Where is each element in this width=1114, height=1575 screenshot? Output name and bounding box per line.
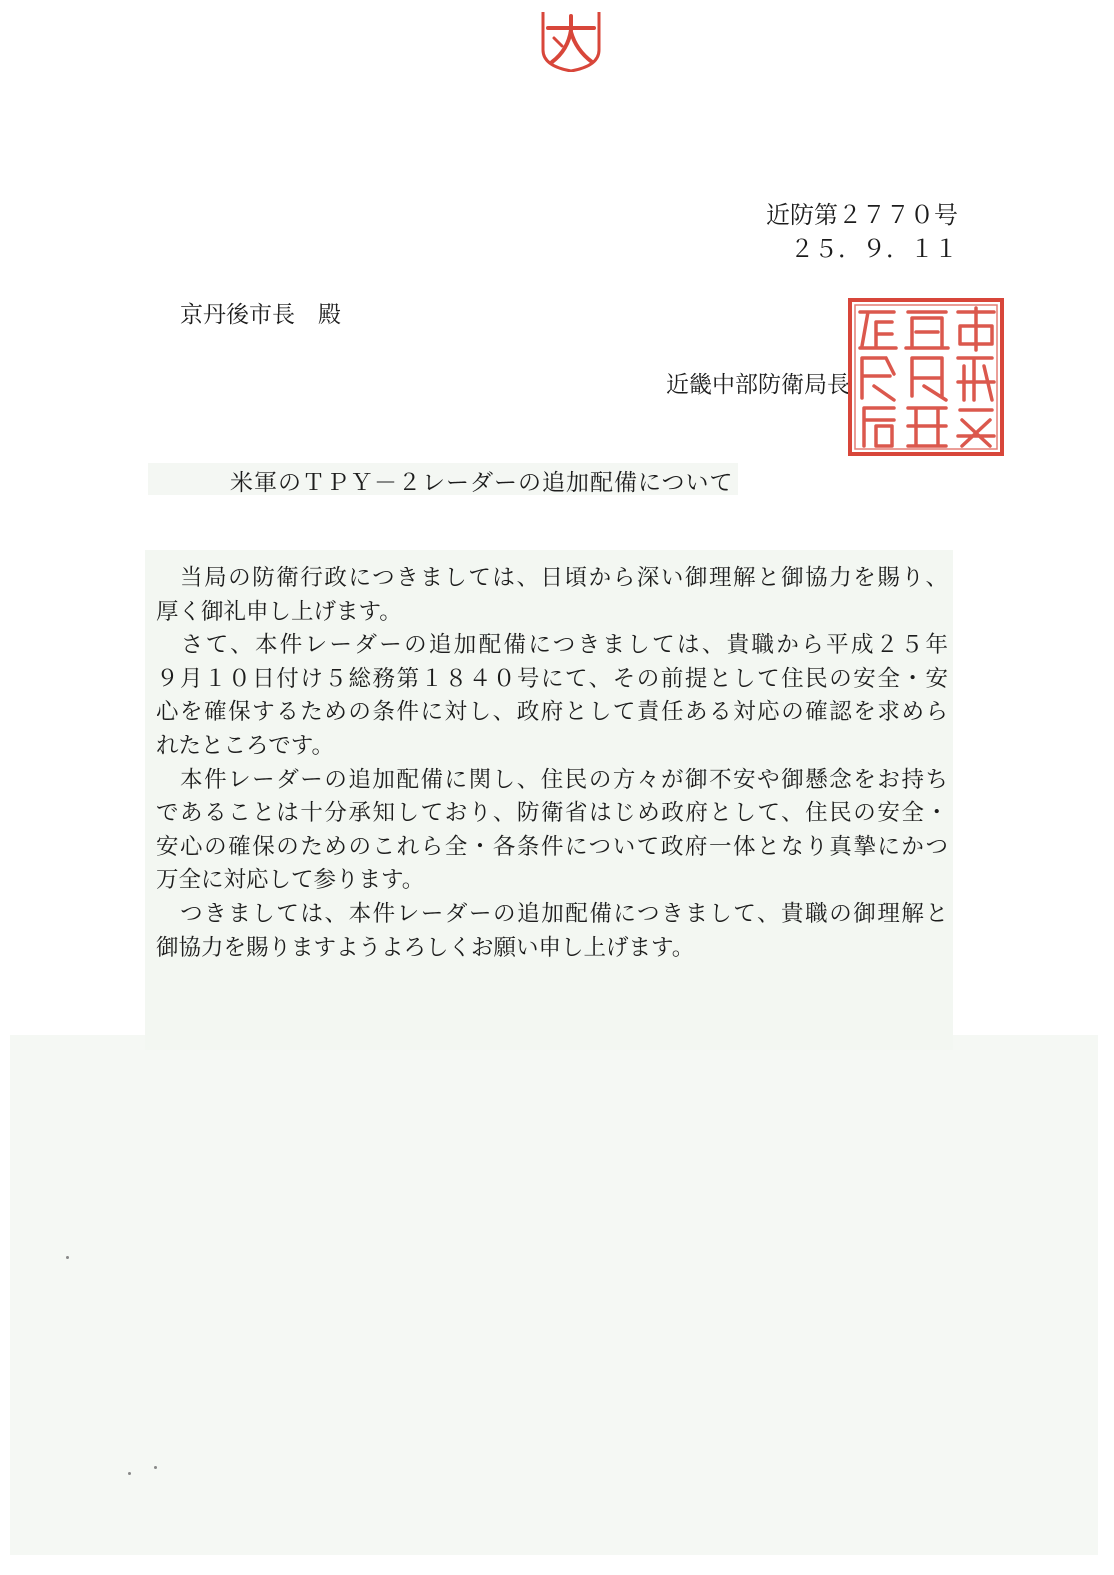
body-line: つきましては、本件レーダーの追加配備につきまして、貴職の御理解と: [156, 900, 948, 927]
scan-tint-lower: [10, 1035, 1098, 1555]
body-line: 御協力を賜りますようよろしくお願い申し上げます。: [156, 934, 695, 961]
addressee: 京丹後市長 殿: [180, 302, 341, 328]
body-line: 当局の防衛行政につきましては、日頃から深い御理解と御協力を賜り、: [156, 565, 948, 591]
receipt-stamp-icon: [540, 10, 602, 72]
sender: 近畿中部防衛局長: [666, 372, 850, 398]
letter-body: [156, 562, 948, 965]
scan-speck: [66, 1256, 69, 1259]
body-line: 本件レーダーの追加配備に関し、住民の方々が御不安や御懸念をお持ち: [156, 766, 948, 793]
body-line: 心を確保するための条件に対し、政府として責任ある対応の確認を求めら: [156, 699, 948, 726]
body-line: さて、本件レーダーの追加配備につきましては、貴職から平成２５年: [156, 632, 948, 659]
body-line: れたところです。: [156, 732, 334, 759]
reference-date: ２５．９．１１: [790, 235, 958, 263]
body-line: 万全に対応して参ります。: [156, 867, 425, 894]
body-line: ９月１０日付け５総務第１８４０号にて、その前提として住民の安全・安: [156, 665, 948, 692]
scan-speck: [154, 1466, 157, 1469]
body-line: 厚く御礼申し上げます。: [156, 598, 402, 625]
reference-block: [748, 198, 958, 266]
reference-number: 近防第２７７０号: [766, 201, 958, 229]
official-seal-icon: [846, 296, 1006, 458]
scan-speck: [128, 1472, 131, 1475]
document-title: 米軍のＴＰＹ－２レーダーの追加配備について: [230, 470, 734, 496]
body-line: であることは十分承知しており、防衛省はじめ政府として、住民の安全・: [156, 800, 948, 827]
body-line: 安心の確保のためのこれら全・各条件について政府一体となり真摯にかつ: [156, 833, 948, 860]
